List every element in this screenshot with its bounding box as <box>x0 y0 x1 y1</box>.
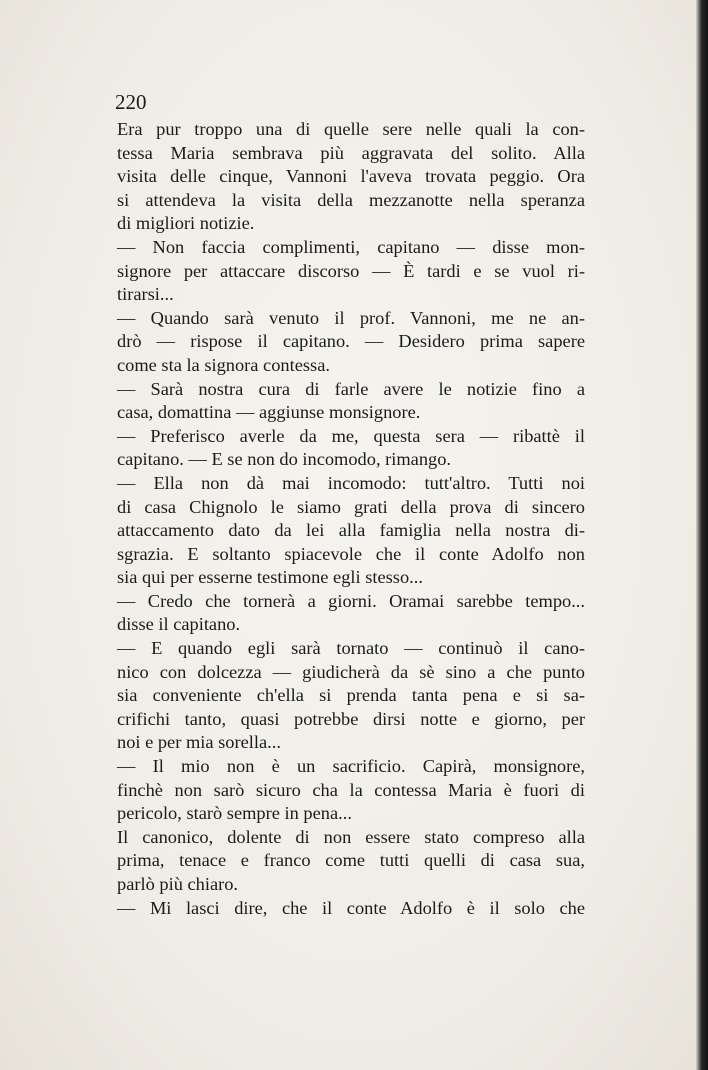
text-line: capitano. — E se non do incomodo, rimango. <box>117 449 452 470</box>
text-line: drò — rispose il capitano. — Desidero prima sapere <box>117 331 585 352</box>
text-line: crifichi tanto, quasi potrebbe dirsi notte e giorno, per <box>117 708 585 729</box>
text-line: tessa Maria sembrava più aggravata del solito. Alla <box>117 142 585 163</box>
text-line: — Quando sarà venuto il prof. Vannoni, me ne an- <box>117 307 585 328</box>
text-line: — Non faccia complimenti, capitano — disse mon- <box>117 236 585 257</box>
text-line: disse il capitano. <box>117 614 241 635</box>
text-line: signore per attaccare discorso — È tardi e se vuol ri- <box>117 260 585 281</box>
text-line: noi e per mia sorella... <box>117 732 281 753</box>
text-line: Il canonico, dolente di non essere stato compreso alla <box>117 826 585 847</box>
text-line: — Il mio non è un sacrificio. Capirà, monsignore, <box>117 756 585 777</box>
text-line: sgrazia. E soltanto spiacevole che il conte Adolfo non <box>117 543 585 564</box>
text-line: si attendeva la visita della mezzanotte nella speranza <box>117 189 585 210</box>
text-line: — Credo che tornerà a giorni. Oramai sarebbe tempo... <box>117 590 585 611</box>
text-line: nico con dolcezza — giudicherà da sè sino a che punto <box>117 661 585 682</box>
text-line: di casa Chignolo le siamo grati della prova di sincero <box>117 496 585 517</box>
text-line: — Preferisco averle da me, questa sera — ribattè il <box>117 425 585 446</box>
text-line: tirarsi... <box>117 284 174 305</box>
text-line: sia conveniente ch'ella si prenda tanta pena e si sa- <box>117 685 585 706</box>
text-line: parlò più chiaro. <box>117 874 239 894</box>
text-line: visita delle cinque, Vannoni l'aveva trovata peggio. Ora <box>117 166 585 187</box>
body-text <box>117 118 585 920</box>
text-line: casa, domattina — aggiunse monsignore. <box>117 402 421 423</box>
text-line: finchè non sarò sicuro cha la contessa Maria è fuori di <box>117 779 585 800</box>
text-line: — Mi lasci dire, che il conte Adolfo è il solo che <box>117 897 585 918</box>
book-spine-edge <box>696 0 708 1070</box>
text-line: — Sarà nostra cura di farle avere le notizie fino a <box>117 378 585 399</box>
page-number: 220 <box>115 90 147 114</box>
text-line: di migliori notizie. <box>117 213 255 234</box>
text-line: pericolo, starò sempre in pena... <box>117 803 352 824</box>
text-line: come sta la signora contessa. <box>117 354 330 375</box>
text-line: sia qui per esserne testimone egli stesso... <box>117 567 423 588</box>
text-line: prima, tenace e franco come tutti quelli di casa sua, <box>117 850 585 871</box>
text-line: Era pur troppo una di quelle sere nelle quali la con- <box>117 119 585 139</box>
text-line: — E quando egli sarà tornato — continuò il cano- <box>117 638 585 659</box>
text-line: — Ella non dà mai incomodo: tutt'altro. Tutti noi <box>117 472 585 493</box>
text-line: attaccamento dato da lei alla famiglia nella nostra di- <box>117 520 585 541</box>
